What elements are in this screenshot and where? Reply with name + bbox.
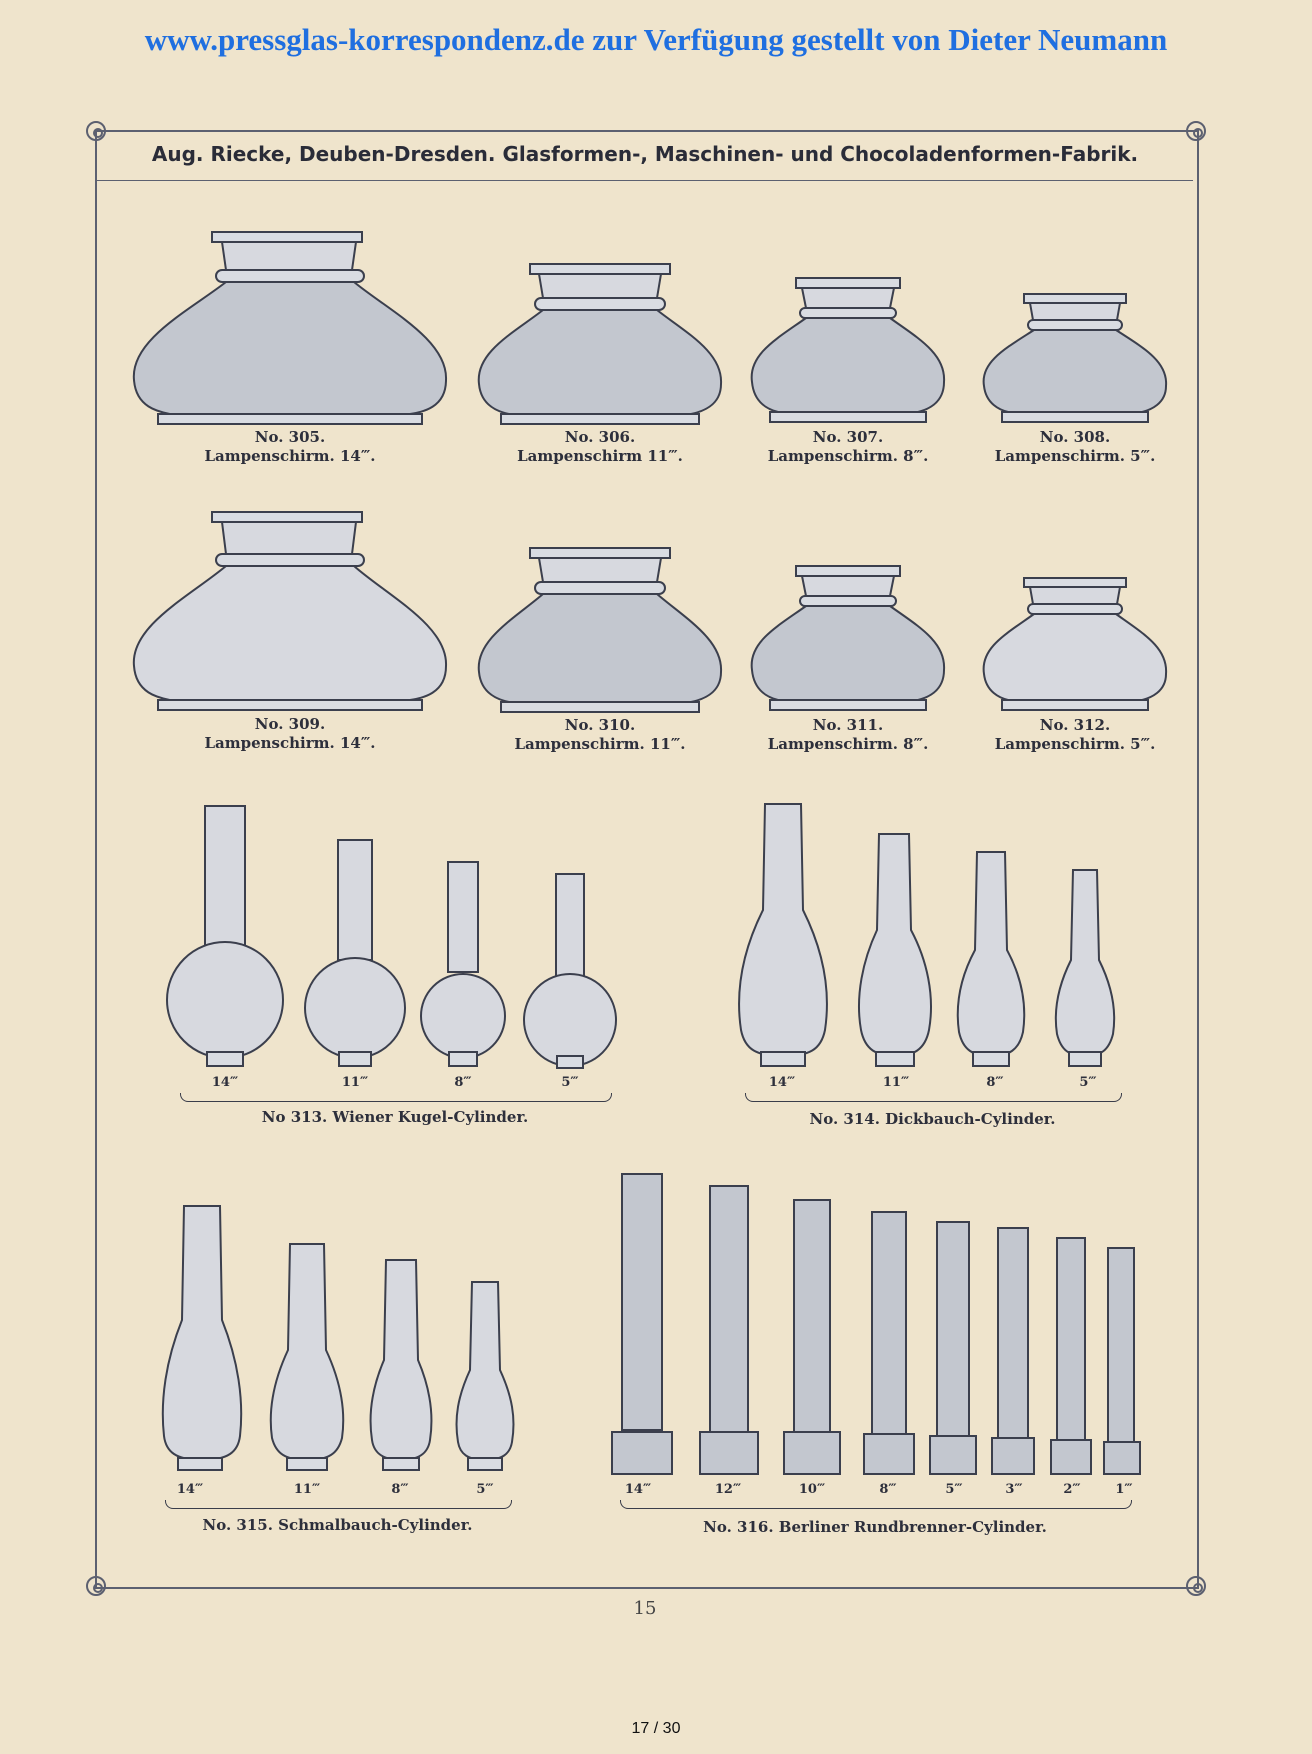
group-title: No. 314. Dickbauch-Cylinder. (809, 1110, 1056, 1128)
kugel-cylinder-8-icon (421, 862, 505, 1066)
catalog-header: Aug. Riecke, Deuben-Dresden. Glasformen-, Maschinen- und Chocoladenformen-Fabrik. (151, 142, 1139, 166)
kugel-cylinder-14-icon (167, 806, 283, 1066)
group-brace (620, 1500, 1132, 1509)
size-label: 14‴ (176, 1482, 204, 1497)
schmalbauch-cylinder-11-icon (271, 1244, 343, 1470)
lamp-shade-image (475, 546, 725, 716)
rundbrenner-cylinder-2-icon (1051, 1238, 1091, 1474)
size-label: 5‴ (945, 1482, 963, 1497)
size-label: 11‴ (882, 1075, 910, 1090)
group-brace (180, 1093, 612, 1102)
header-rule (97, 180, 1193, 181)
corner-ornament-tl (86, 121, 106, 141)
group-brace (165, 1500, 512, 1509)
shade-number: No. 306. (564, 428, 636, 446)
dickbauch-cylinder-5-icon (1056, 870, 1114, 1066)
size-label: 12‴ (714, 1482, 742, 1497)
size-label: 14‴ (624, 1482, 652, 1497)
size-label: 3‴ (1005, 1482, 1023, 1497)
dickbauch-cylinder-11-icon (859, 834, 931, 1066)
rundbrenner-cylinder-illustrations (610, 1168, 1150, 1478)
kugel-cylinder-11-icon (305, 840, 405, 1066)
shade-312 (980, 576, 1170, 754)
size-label: 8‴ (986, 1075, 1004, 1090)
shade-description: Lampenschirm. 8‴. (767, 447, 929, 465)
group-title: No. 316. Berliner Rundbrenner-Cylinder. (703, 1518, 1047, 1536)
rundbrenner-cylinder-12-icon (700, 1186, 758, 1474)
size-label: 14‴ (211, 1075, 239, 1090)
watermark-link[interactable]: www.pressglas-korrespondenz.de zur Verfügung gestellt von Dieter Neumann (144, 22, 1168, 57)
shade-number: No. 309. (254, 715, 326, 733)
group-brace (745, 1093, 1122, 1102)
schmalbauch-cylinder-illustrations (160, 1200, 530, 1475)
size-label: 2‴ (1063, 1482, 1081, 1497)
shade-309 (130, 510, 450, 753)
dickbauch-cylinder-illustrations (735, 800, 1135, 1070)
kugel-cylinder-illustrations (165, 800, 625, 1070)
lamp-shade-image (980, 292, 1170, 428)
shade-308 (980, 292, 1170, 466)
rundbrenner-cylinder-5-icon (930, 1222, 976, 1474)
shade-number: No. 307. (812, 428, 884, 446)
lamp-shade-image (475, 262, 725, 428)
size-label: 8‴ (391, 1482, 409, 1497)
shade-description: Lampenschirm. 11‴. (514, 735, 686, 753)
corner-ornament-bl (86, 1576, 106, 1596)
size-label: 8‴ (454, 1075, 472, 1090)
shade-311 (748, 564, 948, 754)
corner-ornament-tr (1186, 121, 1206, 141)
corner-ornament-br (1186, 1576, 1206, 1596)
size-label: 8‴ (879, 1482, 897, 1497)
dickbauch-cylinder-14-icon (739, 804, 827, 1066)
shade-description: Lampenschirm. 8‴. (767, 735, 929, 753)
schmalbauch-cylinder-5-icon (457, 1282, 514, 1470)
size-label: 11‴ (293, 1482, 321, 1497)
shade-description: Lampenschirm. 5‴. (994, 447, 1156, 465)
schmalbauch-cylinder-8-icon (371, 1260, 432, 1470)
size-label: 14‴ (768, 1075, 796, 1090)
rundbrenner-cylinder-3-icon (992, 1228, 1034, 1474)
shade-307 (748, 276, 948, 466)
rundbrenner-cylinder-14-icon (612, 1174, 672, 1474)
shade-number: No. 312. (1039, 716, 1111, 734)
size-label: 5‴ (561, 1075, 579, 1090)
rundbrenner-cylinder-10-icon (784, 1200, 840, 1474)
shade-310 (475, 546, 725, 754)
lamp-shade-image (748, 276, 948, 428)
shade-number: No. 308. (1039, 428, 1111, 446)
schmalbauch-cylinder-14-icon (163, 1206, 241, 1470)
lamp-shade-image (748, 564, 948, 716)
size-label: 5‴ (476, 1482, 494, 1497)
lamp-shade-image (130, 230, 450, 428)
rundbrenner-cylinder-1-icon (1104, 1248, 1140, 1474)
shade-description: Lampenschirm. 5‴. (994, 735, 1156, 753)
dickbauch-cylinder-8-icon (958, 852, 1024, 1066)
size-label: 5‴ (1079, 1075, 1097, 1090)
page-number: 15 (633, 1598, 657, 1619)
shade-number: No. 311. (812, 716, 884, 734)
shade-number: No. 310. (564, 716, 636, 734)
shade-description: Lampenschirm 11‴. (517, 447, 683, 465)
shade-305 (130, 230, 450, 466)
size-label: 10‴ (798, 1482, 826, 1497)
rundbrenner-cylinder-8-icon (864, 1212, 914, 1474)
shade-306 (475, 262, 725, 466)
size-label: 1‴ (1115, 1482, 1133, 1497)
shade-number: No. 305. (254, 428, 326, 446)
shade-description: Lampenschirm. 14‴. (204, 734, 376, 752)
group-title: No 313. Wiener Kugel-Cylinder. (261, 1108, 529, 1126)
shade-description: Lampenschirm. 14‴. (204, 447, 376, 465)
size-label: 11‴ (341, 1075, 369, 1090)
lamp-shade-image (980, 576, 1170, 716)
group-title: No. 315. Schmalbauch-Cylinder. (202, 1516, 473, 1534)
lamp-shade-image (130, 510, 450, 715)
pdf-page-indicator: 17 / 30 (631, 1720, 681, 1737)
kugel-cylinder-5-icon (524, 874, 616, 1068)
